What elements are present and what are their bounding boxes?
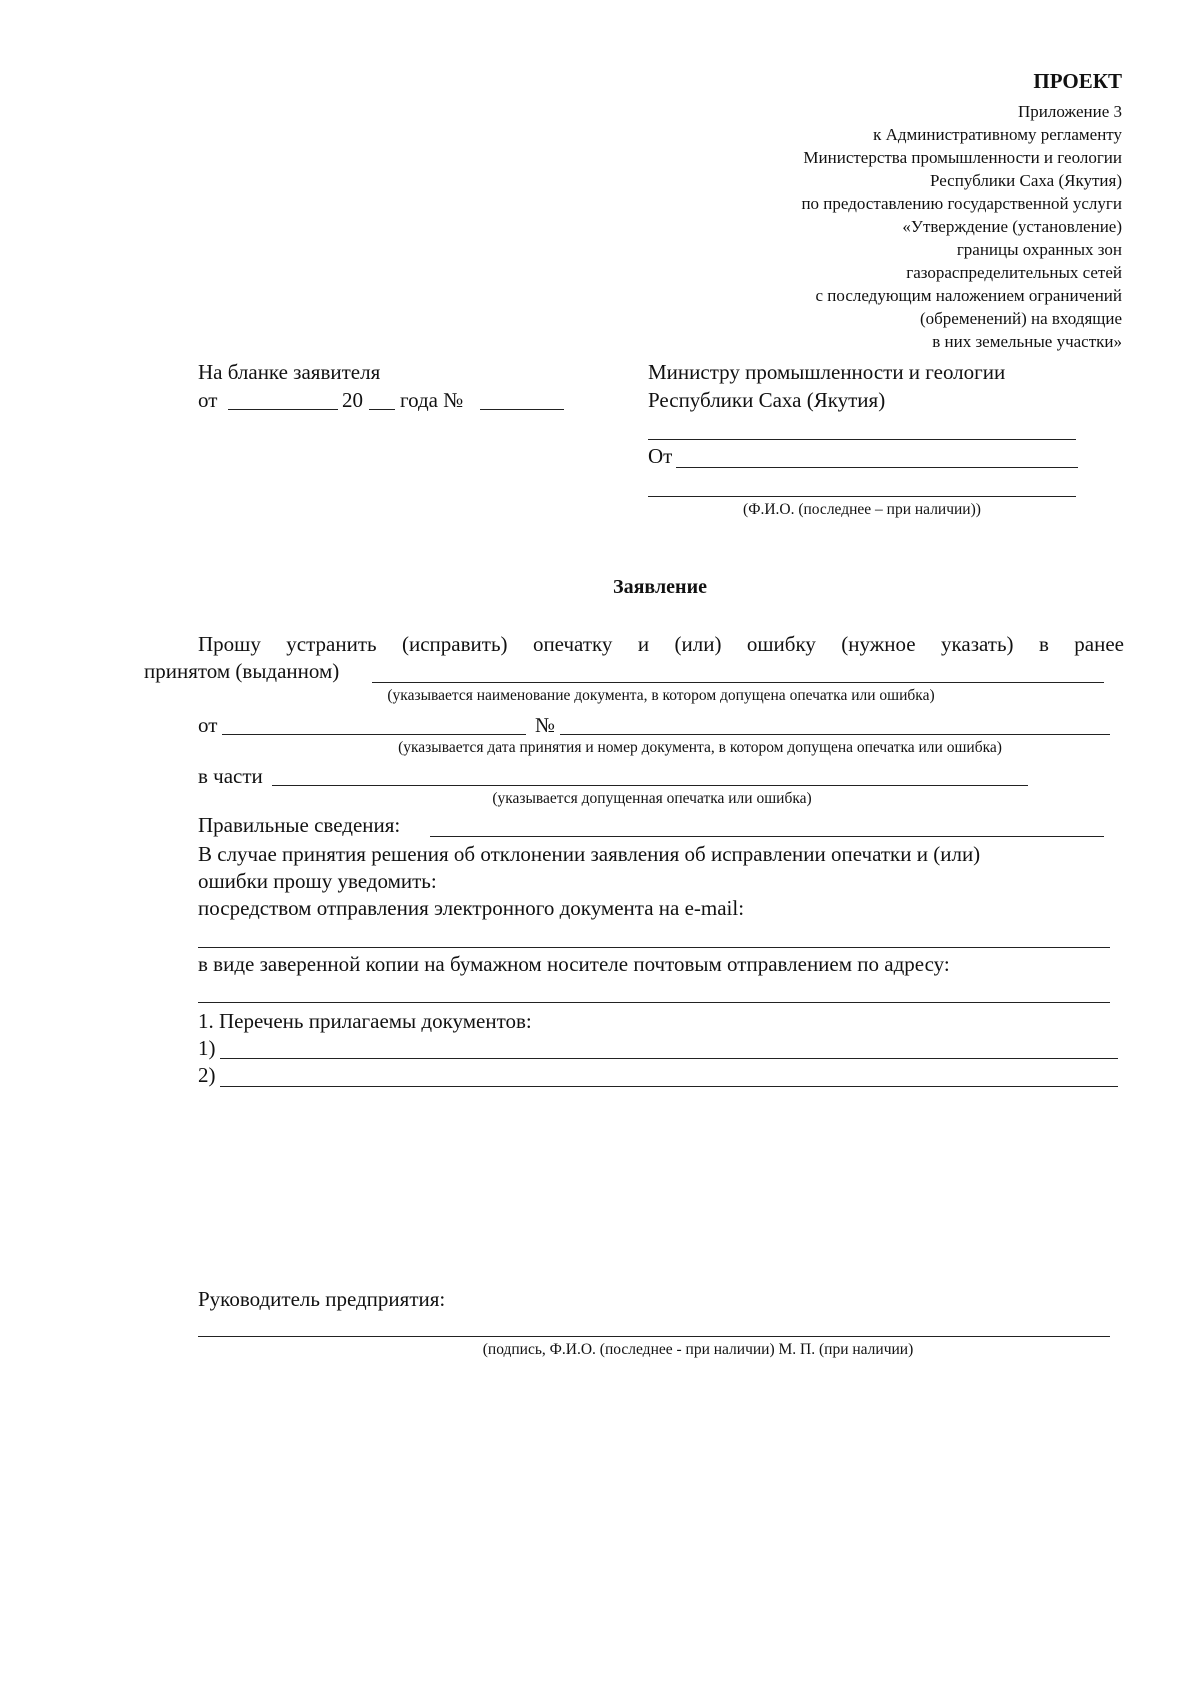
- appendix-line: по предоставлению государственной услуги: [801, 194, 1122, 213]
- outgoing-year-field[interactable]: [369, 409, 395, 410]
- appendix-line: газораспределительных сетей: [906, 263, 1122, 282]
- document-date-label: от: [198, 713, 218, 737]
- appendix-line: в них земельные участки»: [932, 332, 1122, 351]
- intro-line-1: Прошу устранить (исправить) опечатку и (или) ошибку (нужное указать) в ранее: [198, 632, 1124, 656]
- from-label: От: [648, 444, 673, 468]
- appendix-line: к Административному регламенту: [873, 125, 1122, 144]
- rejection-line-2: ошибки прошу уведомить:: [198, 869, 437, 893]
- document-number-field[interactable]: [560, 734, 1110, 735]
- correct-info-label: Правильные сведения:: [198, 813, 401, 837]
- rejection-line-1: В случае принятия решения об отклонении заявления об исправлении опечатки и (или): [198, 842, 981, 866]
- error-field[interactable]: [272, 785, 1028, 786]
- signature-label: Руководитель предприятия:: [198, 1287, 446, 1311]
- attachment-item-2-field[interactable]: [220, 1086, 1118, 1087]
- applicant-blank-label: На бланке заявителя: [198, 360, 381, 384]
- fio-caption: (Ф.И.О. (последнее – при наличии)): [743, 501, 981, 518]
- outgoing-number-label: года №: [400, 388, 464, 412]
- appendix-line: границы охранных зон: [956, 240, 1122, 259]
- appendix-line: Приложение 3: [1018, 102, 1122, 121]
- appendix-line: Республики Саха (Якутия): [929, 171, 1122, 190]
- document-name-field[interactable]: [372, 682, 1104, 683]
- outgoing-year-prefix: 20: [342, 388, 363, 412]
- email-option-label: посредством отправления электронного документа на e-mail:: [198, 896, 745, 920]
- addressee-line-1: Министру промышленности и геологии: [648, 360, 1006, 384]
- post-option-label: в виде заверенной копии на бумажном носителе почтовым отправлением по адресу:: [198, 952, 950, 976]
- part-label: в части: [198, 764, 263, 788]
- document-date-field[interactable]: [222, 734, 526, 735]
- addressee-blank-line[interactable]: [648, 439, 1076, 440]
- outgoing-number-field[interactable]: [480, 409, 564, 410]
- appendix-line: «Утверждение (установление): [902, 217, 1122, 236]
- signature-caption: (подпись, Ф.И.О. (последнее - при наличии) М. П. (при наличии): [482, 1341, 914, 1358]
- document-number-label: №: [535, 713, 556, 737]
- postal-address-field[interactable]: [198, 1002, 1110, 1003]
- attachment-item-1-field[interactable]: [220, 1058, 1118, 1059]
- email-field[interactable]: [198, 947, 1110, 948]
- appendix-line: (обременений) на входящие: [920, 309, 1122, 328]
- document-title: Заявление: [613, 576, 707, 598]
- error-caption: (указывается допущенная опечатка или ошибка): [492, 790, 812, 807]
- correct-info-field[interactable]: [430, 836, 1104, 837]
- addressee-line-2: Республики Саха (Якутия): [648, 388, 886, 412]
- signature-field[interactable]: [198, 1336, 1110, 1337]
- from-field[interactable]: [676, 467, 1078, 468]
- attachment-item-1-label: 1): [198, 1036, 216, 1060]
- date-number-caption: (указывается дата принятия и номер документа, в котором допущена опечатка или ошибка): [398, 739, 1002, 756]
- project-stamp: ПРОЕКТ: [1033, 69, 1122, 93]
- fio-field[interactable]: [648, 496, 1076, 497]
- document-name-caption: (указывается наименование документа, в котором допущена опечатка или ошибка): [387, 687, 935, 704]
- attachments-title: 1. Перечень прилагаемы документов:: [198, 1009, 532, 1033]
- attachment-item-2-label: 2): [198, 1063, 216, 1087]
- appendix-line: с последующим наложением ограничений: [815, 286, 1122, 305]
- outgoing-date-field[interactable]: [228, 409, 338, 410]
- outgoing-date-prefix: от: [198, 388, 218, 412]
- intro-line-2: принятом (выданном): [144, 659, 340, 683]
- appendix-line: Министерства промышленности и геологии: [803, 148, 1122, 167]
